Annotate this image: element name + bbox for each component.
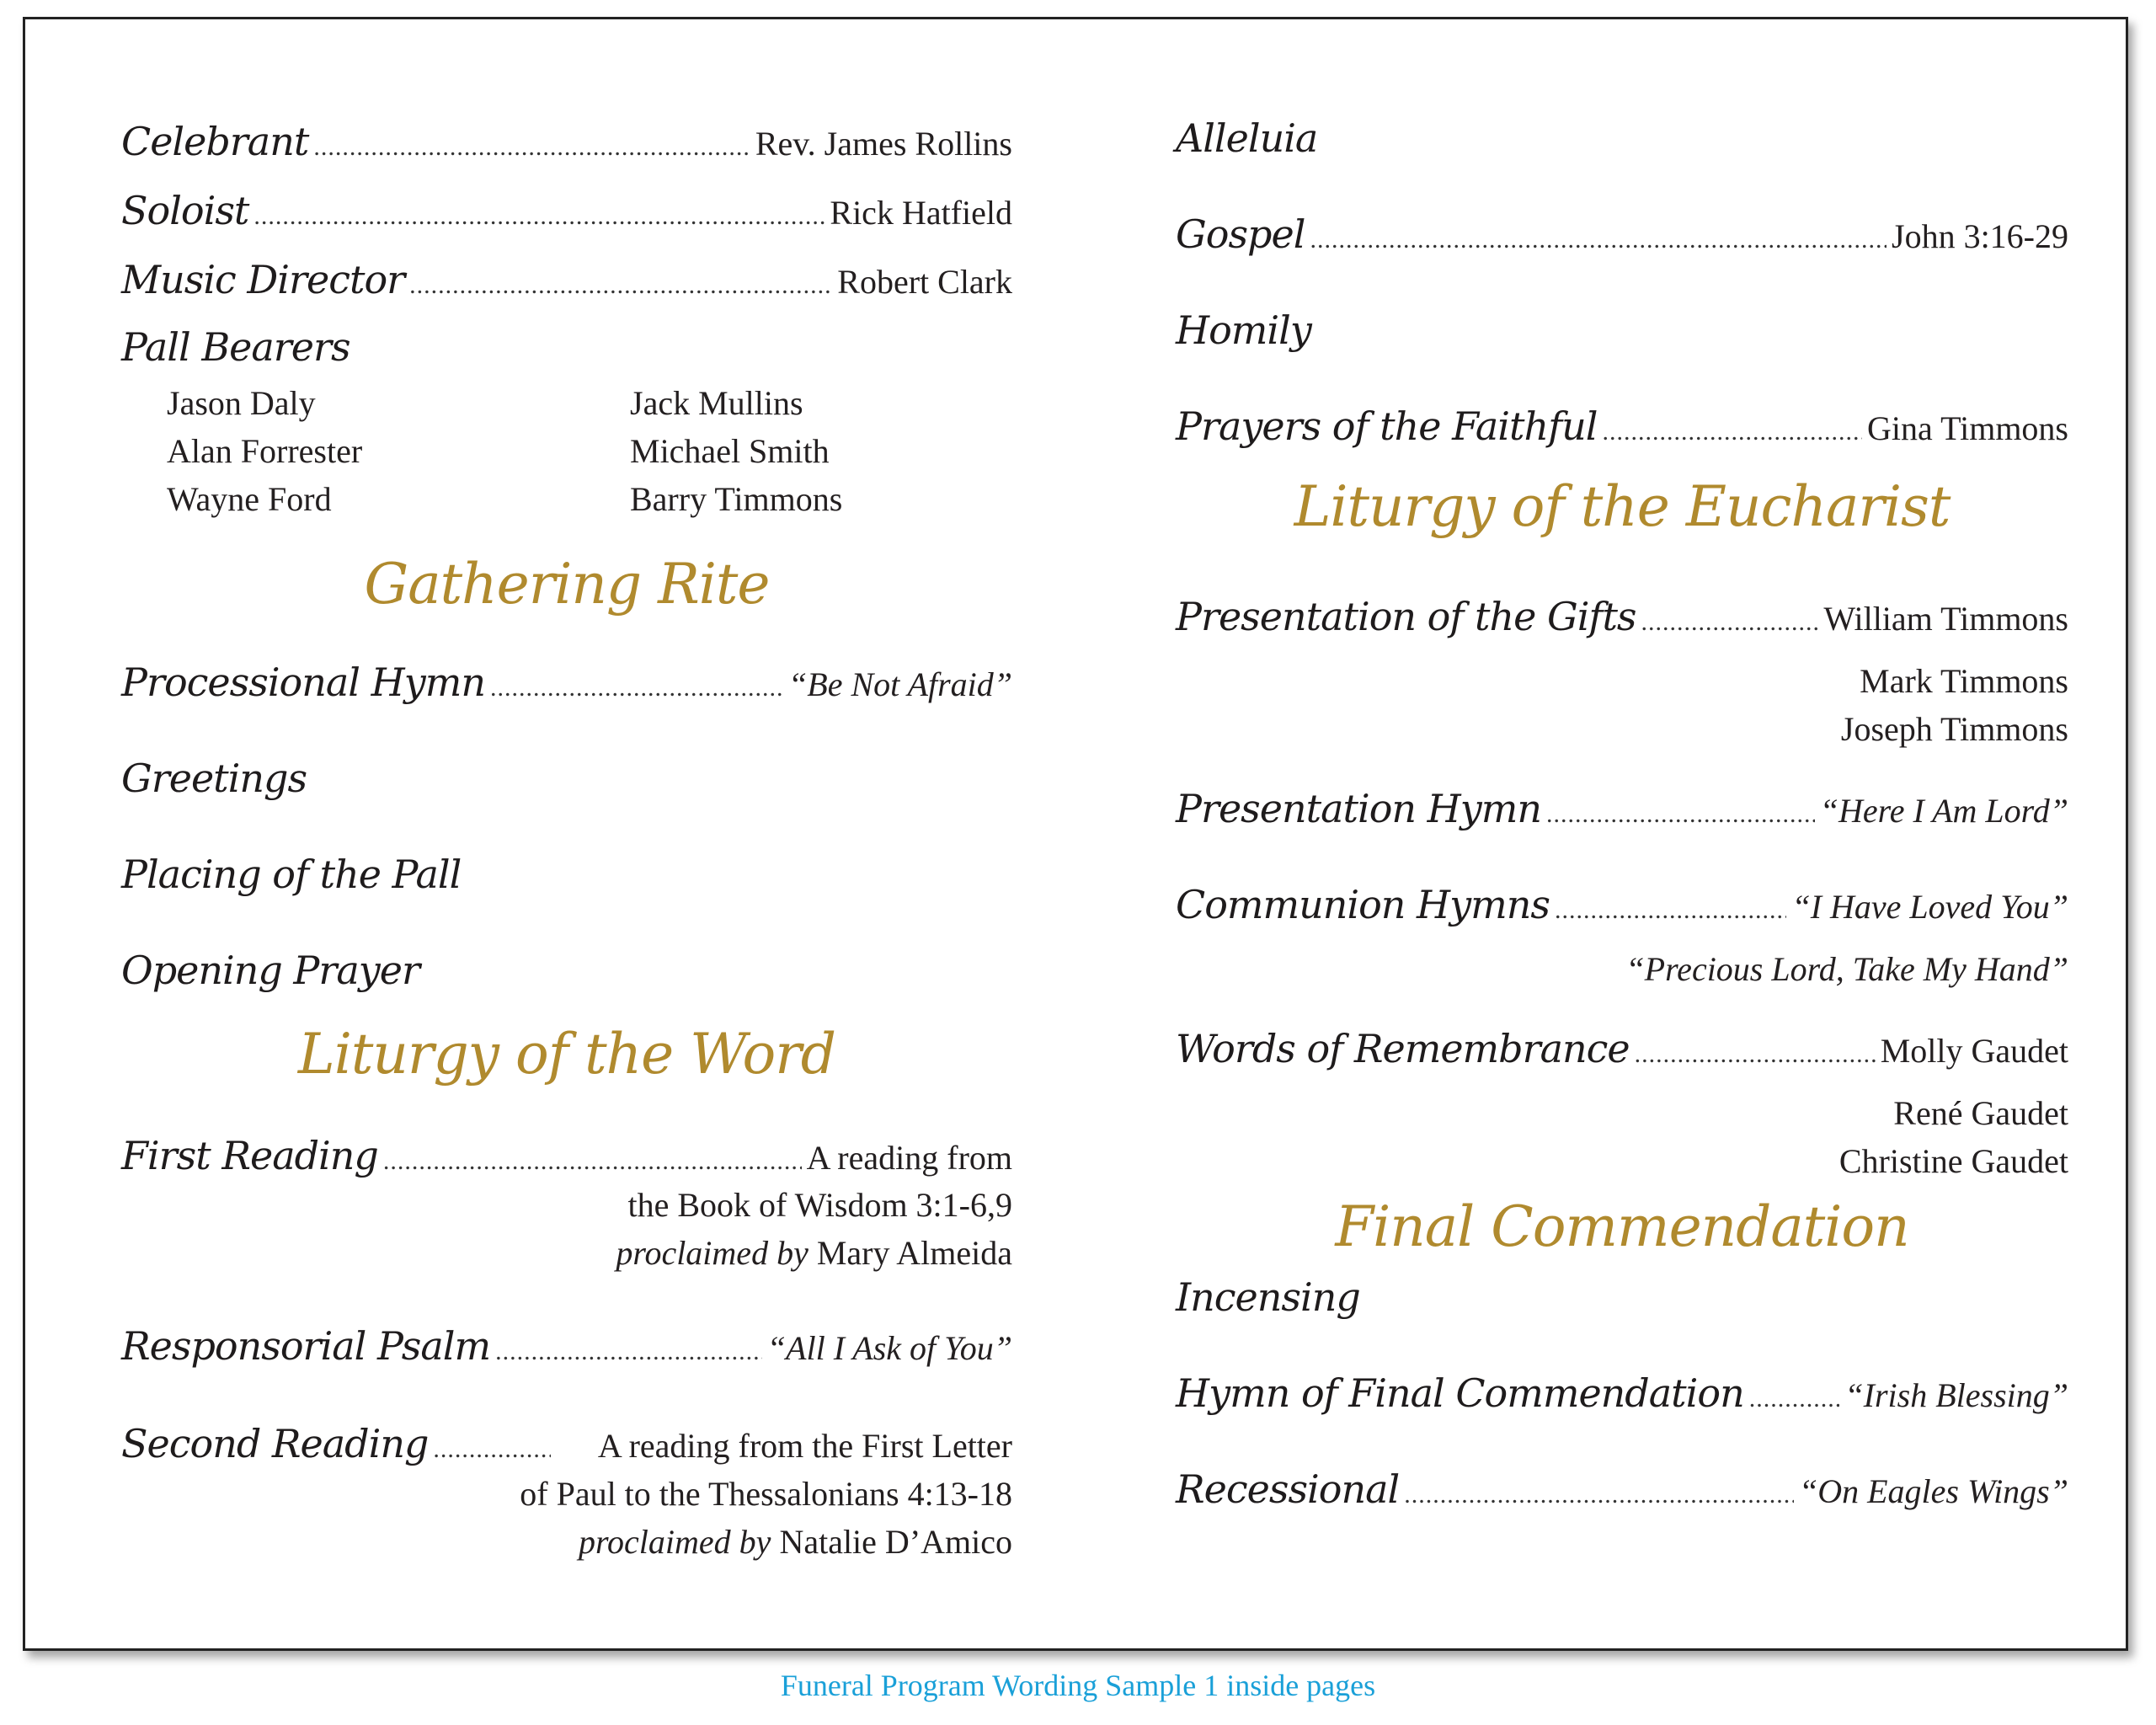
soloist-row [121,188,1012,233]
second-reading-value: A reading from the First Letter [597,1427,1012,1465]
first-reading-row [121,1133,1012,1178]
liturgy-eucharist-heading: Liturgy of the Eucharist [1294,474,1951,539]
recessional-row [1176,1466,2068,1512]
communion-hymns-label: Communion Hymns [1176,882,1550,927]
leader-dots [1635,1040,1876,1069]
first-reading-reader: Mary Almeida [816,1234,1012,1272]
presentation-gifts-name: Joseph Timmons [1840,710,2068,748]
leader-dots [1749,1385,1840,1413]
greetings-row [121,756,1012,801]
celebrant-value: Rev. James Rollins [755,125,1012,163]
words-remembrance-row [1176,1026,2068,1071]
presentation-hymn-value: “Here I Am Lord” [1819,792,2068,830]
presentation-hymn-label: Presentation Hymn [1176,786,1542,831]
presentation-gifts-label: Presentation of the Gifts [1176,594,1636,639]
leader-dots [1404,1481,1794,1509]
hymn-final-value: “Irish Blessing” [1844,1376,2068,1414]
second-reading-row [121,1421,1012,1466]
pall-bearer-name: Barry Timmons [630,480,843,518]
homily-row [1176,307,2068,353]
words-remembrance-value: Molly Gaudet [1880,1032,2068,1070]
music-director-label: Music Director [121,257,405,302]
leader-dots [433,1435,551,1464]
leader-dots [490,674,783,702]
incensing-label: Incensing [1176,1274,1360,1320]
celebrant-row [121,119,1012,164]
proclaimed-by-label: proclaimed by [578,1523,771,1561]
prayers-faithful-row [1176,403,2068,449]
first-reading-label: First Reading [121,1133,378,1178]
pall-bearer-name: Jack Mullins [630,384,803,422]
alleluia-label: Alleluia [1176,115,1318,161]
gospel-row [1176,211,2068,257]
celebrant-label: Celebrant [121,119,309,164]
pall-bearer-name: Alan Forrester [167,432,363,470]
processional-hymn-value: “Be Not Afraid” [788,665,1012,703]
recessional-label: Recessional [1176,1466,1400,1512]
second-reading-reader-line [579,1522,1012,1562]
second-reading-label: Second Reading [121,1421,429,1466]
presentation-hymn-row [1176,786,2068,831]
pall-bearer-name: Jason Daly [167,384,316,422]
gospel-value: John 3:16-29 [1892,217,2068,255]
liturgy-word-heading: Liturgy of the Word [297,1022,836,1087]
first-reading-reader-line [616,1233,1012,1273]
words-remembrance-label: Words of Remembrance [1176,1026,1630,1071]
processional-hymn-row [121,660,1012,705]
soloist-label: Soloist [121,188,249,233]
opening-prayer-row [121,948,1012,993]
proclaimed-by-label: proclaimed by [616,1234,808,1272]
alleluia-row [1176,115,2068,161]
first-reading-source: the Book of Wisdom 3:1-6,9 [627,1186,1012,1224]
pall-bearer-name: Michael Smith [630,432,830,470]
music-director-value: Robert Clark [837,263,1012,301]
leader-dots [1603,418,1863,446]
leader-dots [1546,800,1815,829]
communion-hymns-row [1176,882,2068,927]
pall-bearer-name: Wayne Ford [167,480,332,518]
prayers-faithful-label: Prayers of the Faithful [1176,403,1598,449]
pall-bearers-row [121,324,1012,370]
words-remembrance-name: Christine Gaudet [1838,1142,2068,1180]
communion-hymns-value: “I Have Loved You” [1791,888,2068,926]
pall-bearers-label: Pall Bearers [121,324,350,370]
final-commendation-heading: Final Commendation [1335,1194,1909,1259]
hymn-final-row [1176,1370,2068,1416]
program-sheet [23,17,2128,1651]
leader-dots [495,1338,762,1366]
image-caption: Funeral Program Wording Sample 1 inside pages [780,1669,1376,1702]
second-reading-source: of Paul to the Thessalonians 4:13-18 [520,1475,1012,1513]
leader-dots [383,1147,802,1176]
gospel-label: Gospel [1176,211,1305,257]
placing-pall-label: Placing of the Pall [121,852,462,897]
leader-dots [1641,608,1819,637]
first-reading-value: A reading from [806,1139,1012,1177]
placing-pall-row [121,852,1012,897]
presentation-gifts-name: Mark Timmons [1860,662,2068,700]
opening-prayer-label: Opening Prayer [121,948,419,993]
music-director-row [121,257,1012,302]
prayers-faithful-value: Gina Timmons [1867,409,2068,447]
words-remembrance-name: René Gaudet [1893,1094,2068,1132]
leader-dots [313,133,750,162]
second-reading-reader: Natalie D’Amico [779,1523,1012,1561]
communion-hymn-second: “Precious Lord, Take My Hand” [1625,950,2068,988]
presentation-gifts-value: William Timmons [1823,600,2068,638]
responsorial-psalm-row [121,1323,1012,1369]
soloist-value: Rick Hatfield [830,194,1012,232]
leader-dots [253,202,825,231]
leader-dots [1310,226,1886,254]
leader-dots [1555,896,1786,925]
recessional-value: “On Eagles Wings” [1798,1472,2068,1510]
hymn-final-label: Hymn of Final Commendation [1176,1370,1744,1416]
presentation-gifts-row [1176,594,2068,639]
homily-label: Homily [1176,307,1311,353]
incensing-row [1176,1274,2068,1320]
processional-hymn-label: Processional Hymn [121,660,485,705]
responsorial-psalm-value: “All I Ask of You” [766,1329,1012,1367]
gathering-rite-heading: Gathering Rite [364,552,770,617]
leader-dots [409,271,832,300]
greetings-label: Greetings [121,756,307,801]
responsorial-psalm-label: Responsorial Psalm [121,1323,491,1369]
